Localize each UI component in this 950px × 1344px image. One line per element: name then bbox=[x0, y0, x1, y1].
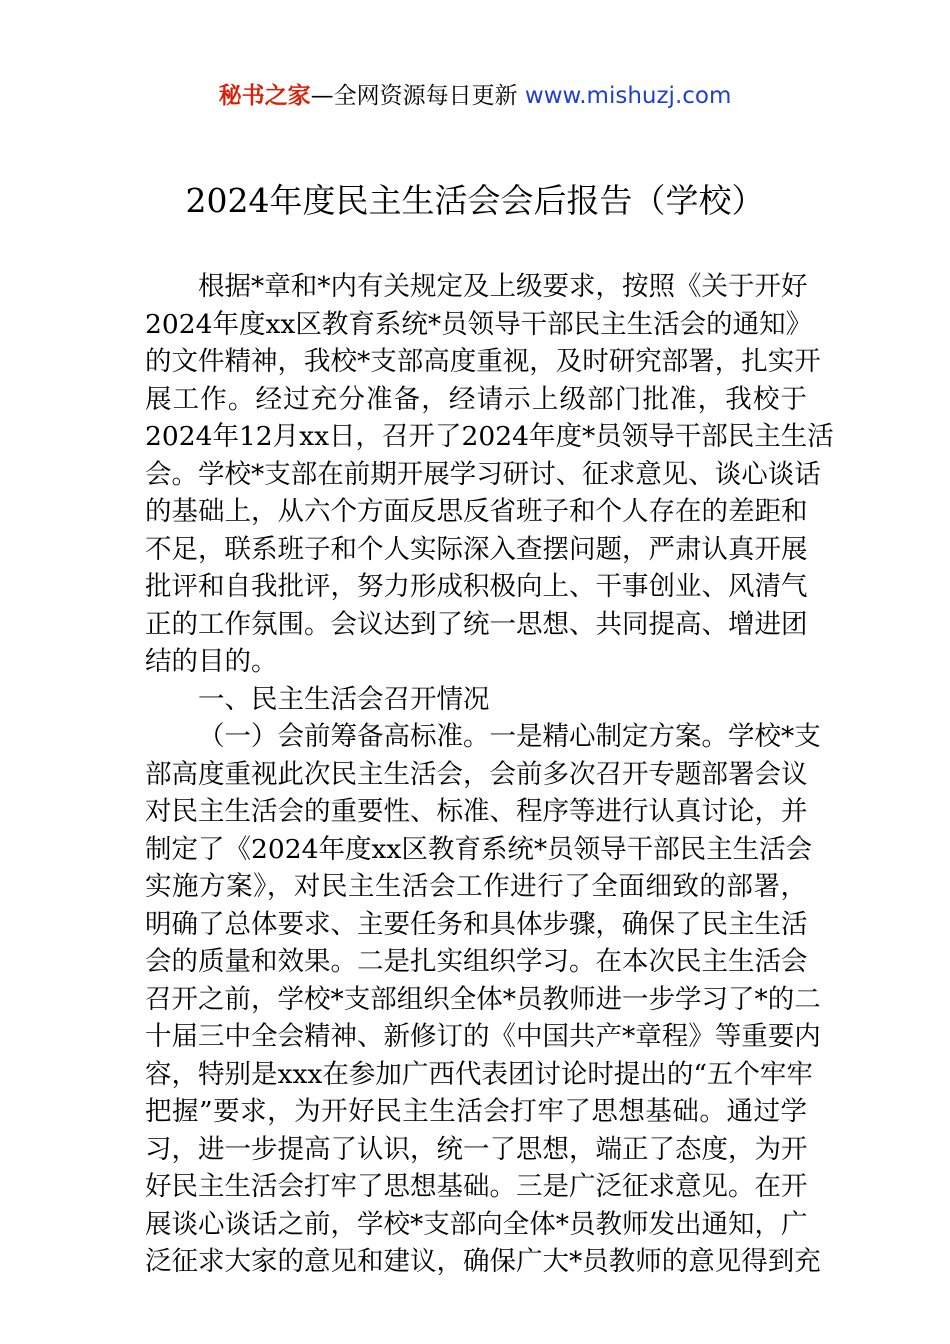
paragraph-line: 2024年12月xx日，召开了2024年度*员领导干部民主生活 bbox=[145, 421, 834, 452]
document-title: 2024年度民主生活会会后报告（学校） bbox=[185, 181, 765, 220]
paragraph-line: 展谈心谈话之前，学校*支部向全体*员教师发出通知，广 bbox=[145, 1208, 808, 1240]
paragraph-line: 容，特别是xxx在参加广西代表团讨论时提出的“五个牢牢 bbox=[145, 1058, 813, 1090]
paragraph-line: 的文件精神，我校*支部高度重视，及时研究部署，扎实开 bbox=[145, 346, 821, 377]
paragraph-line: 部高度重视此次民主生活会，会前多次召开专题部署会议 bbox=[145, 758, 808, 790]
paragraph-line: 展工作。经过充分准备，经请示上级部门批准，我校于 bbox=[145, 383, 807, 415]
section-heading: 一、民主生活会召开情况 bbox=[198, 683, 490, 715]
brand-name: 秘书之家 bbox=[218, 83, 311, 109]
paragraph-line: 批评和自我批评，努力形成积极向上、干事创业、风清气 bbox=[145, 571, 808, 602]
paragraph-line: 泛征求大家的意见和建议，确保广大*员教师的意见得到充 bbox=[145, 1246, 821, 1277]
paragraph-line: 明确了总体要求、主要任务和具体步骤，确保了民主生活 bbox=[145, 908, 808, 940]
paragraph-line: 会。学校*支部在前期开展学习研讨、征求意见、谈心谈话 bbox=[145, 458, 821, 490]
paragraph-line: 对民主生活会的重要性、标准、程序等进行认真讨论，并 bbox=[145, 796, 808, 827]
site-header bbox=[0, 80, 950, 112]
paragraph-line: 正的工作氛围。会议达到了统一思想、共同提高、增进团 bbox=[145, 608, 808, 640]
paragraph-line: 会的质量和效果。二是扎实组织学习。在本次民主生活会 bbox=[145, 946, 808, 977]
paragraph-line: 把握”要求，为开好民主生活会打牢了思想基础。通过学 bbox=[145, 1096, 807, 1127]
paragraph-line: 十届三中全会精神、新修订的《中国共产*章程》等重要内 bbox=[145, 1021, 821, 1052]
paragraph-line: （一）会前筹备高标准。一是精心制定方案。学校*支 bbox=[198, 721, 821, 752]
paragraph-line: 实施方案》，对民主生活会工作进行了全面细致的部署， bbox=[145, 871, 807, 902]
paragraph-line: 根据*章和*内有关规定及上级要求，按照《关于开好 bbox=[198, 271, 808, 302]
paragraph-line: 召开之前，学校*支部组织全体*员教师进一步学习了*的二 bbox=[145, 983, 821, 1015]
header-tagline: —全网资源每日更新 bbox=[310, 83, 525, 109]
document-body bbox=[145, 268, 834, 1281]
site-url-link[interactable]: www.mishuzj.com bbox=[524, 83, 732, 109]
paragraph-line: 结的目的。 bbox=[145, 646, 278, 677]
paragraph-line: 制定了《2024年度xx区教育系统*员领导干部民主生活会 bbox=[145, 833, 813, 865]
paragraph-line: 的基础上，从六个方面反思反省班子和个人存在的差距和 bbox=[145, 496, 808, 527]
paragraph-line: 习，进一步提高了认识，统一了思想，端正了态度，为开 bbox=[145, 1133, 808, 1165]
paragraph-line: 不足，联系班子和个人实际深入查摆问题，严肃认真开展 bbox=[145, 533, 808, 565]
paragraph-line: 2024年度xx区教育系统*员领导干部民主生活会的通知》 bbox=[145, 308, 813, 340]
paragraph-line: 好民主生活会打牢了思想基础。三是广泛征求意见。在开 bbox=[145, 1171, 808, 1202]
